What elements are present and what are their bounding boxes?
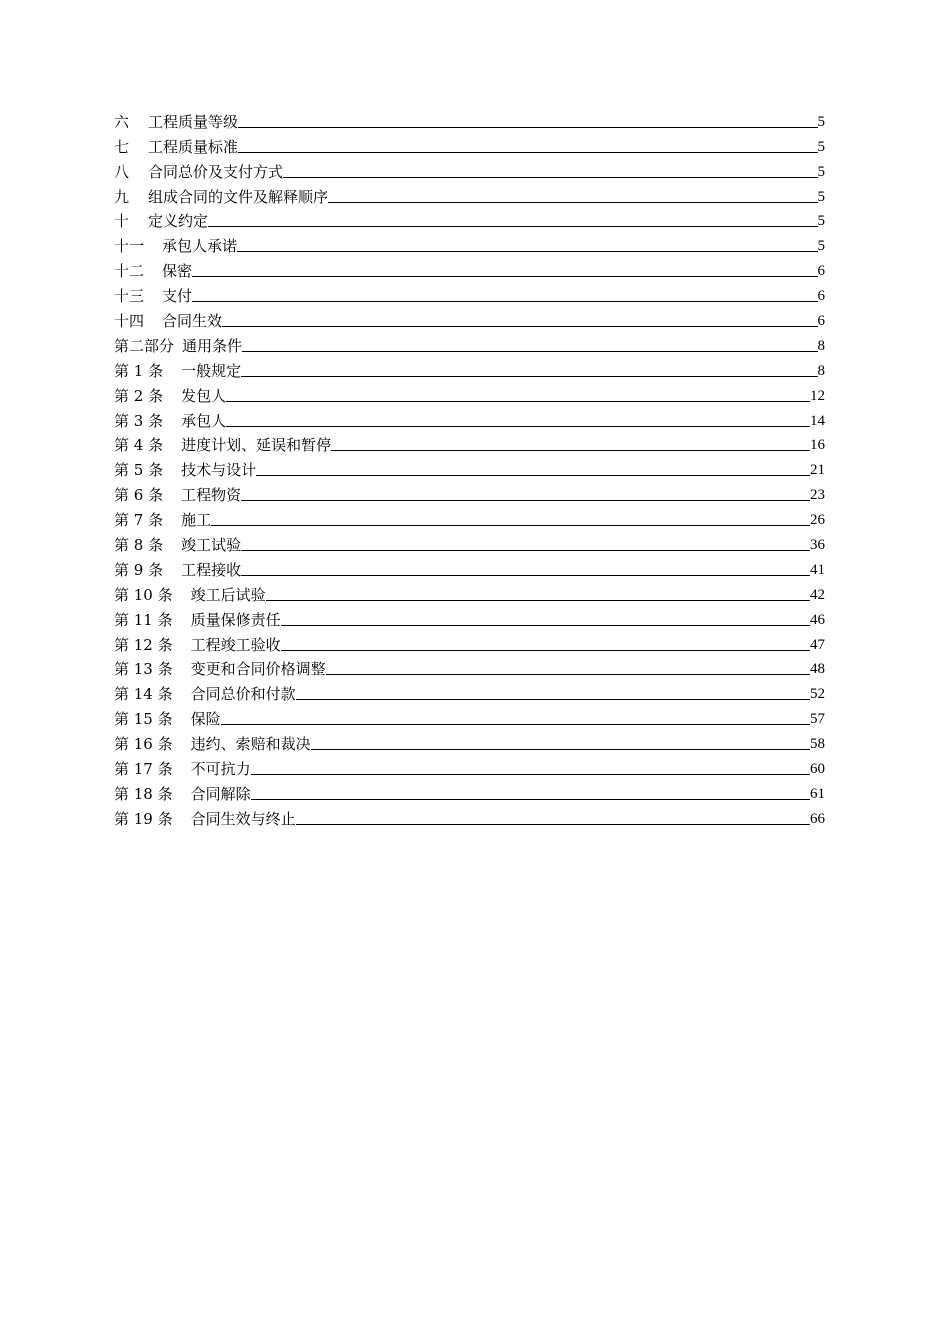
toc-entry-page: 36 <box>810 537 825 554</box>
toc-entry-number: 第 14 条 <box>114 685 173 704</box>
toc-entry-number: 第 6 条 <box>114 486 164 505</box>
toc-entry[interactable] <box>114 803 825 828</box>
toc-entry-number: 第 18 条 <box>114 784 173 803</box>
toc-entry-title: 工程物资 <box>181 486 242 505</box>
toc-leader-line <box>221 724 810 725</box>
toc-entry-number: 第 11 条 <box>114 610 173 629</box>
toc-entry[interactable] <box>114 629 825 654</box>
toc-entry[interactable] <box>114 678 825 703</box>
toc-entry-title: 定义约定 <box>148 212 209 231</box>
toc-leader-line <box>192 301 817 302</box>
toc-entry[interactable] <box>114 181 825 206</box>
toc-entry-title: 保险 <box>190 710 221 729</box>
toc-entry-page: 6 <box>817 263 825 280</box>
toc-entry-page: 61 <box>810 785 825 802</box>
toc-leader-line <box>266 600 810 601</box>
toc-entry[interactable] <box>114 529 825 554</box>
toc-entry[interactable] <box>114 405 825 430</box>
toc-leader-line <box>251 774 810 775</box>
toc-entry-page: 16 <box>810 437 825 454</box>
toc-entry-title: 合同生效 <box>162 312 223 331</box>
toc-entry-page: 6 <box>817 313 825 330</box>
toc-entry-page: 5 <box>817 113 825 130</box>
toc-entry-title: 一般规定 <box>181 361 242 380</box>
toc-entry[interactable] <box>114 430 825 455</box>
toc-entry-number: 第 19 条 <box>114 809 173 828</box>
toc-entry[interactable] <box>114 703 825 728</box>
toc-entry-title: 施工 <box>181 511 212 530</box>
toc-leader-line <box>256 475 810 476</box>
toc-entry-title: 合同生效与终止 <box>190 809 296 828</box>
toc-leader-line <box>241 500 810 501</box>
toc-entry-number: 六 <box>114 112 130 131</box>
toc-entry-title: 竣工试验 <box>181 536 242 555</box>
toc-leader-line <box>311 749 810 750</box>
toc-leader-line <box>208 226 817 227</box>
toc-leader-line <box>238 127 817 128</box>
toc-entry-page: 23 <box>810 487 825 504</box>
toc-leader-line <box>226 401 810 402</box>
toc-leader-line <box>331 450 810 451</box>
toc-entry[interactable] <box>114 255 825 280</box>
toc-entry-number: 第 16 条 <box>114 735 173 754</box>
toc-entry[interactable] <box>114 380 825 405</box>
toc-entry-title: 合同总价和付款 <box>190 685 296 704</box>
toc-entry[interactable] <box>114 206 825 231</box>
toc-entry-page: 14 <box>810 412 825 429</box>
toc-entry-number: 第 8 条 <box>114 536 164 555</box>
toc-leader-line <box>296 699 810 700</box>
toc-entry-title: 工程质量等级 <box>148 112 239 131</box>
toc-leader-line <box>251 799 810 800</box>
toc-leader-line <box>222 326 817 327</box>
toc-leader-line <box>296 824 810 825</box>
toc-entry-title: 承包人 <box>181 411 227 430</box>
toc-leader-line <box>328 202 817 203</box>
toc-leader-line <box>226 426 810 427</box>
toc-entry-page: 5 <box>817 138 825 155</box>
toc-entry[interactable] <box>114 778 825 803</box>
toc-leader-line <box>192 276 817 277</box>
toc-entry-title: 竣工后试验 <box>190 585 266 604</box>
toc-entry-number: 十四 <box>114 312 145 331</box>
toc-entry-page: 8 <box>817 337 825 354</box>
toc-entry-number: 十三 <box>114 287 145 306</box>
toc-entry[interactable] <box>114 131 825 156</box>
toc-entry[interactable] <box>114 753 825 778</box>
toc-entry-number: 十一 <box>114 237 145 256</box>
toc-entry-number: 第 15 条 <box>114 710 173 729</box>
toc-entry[interactable] <box>114 604 825 629</box>
toc-leader-line <box>281 625 810 626</box>
toc-entry-number: 第 5 条 <box>114 461 164 480</box>
toc-leader-line <box>238 152 817 153</box>
toc-leader-line <box>326 674 810 675</box>
toc-entry-number: 第二部分 <box>114 336 175 355</box>
toc-entry-number: 十 <box>114 212 130 231</box>
toc-entry[interactable] <box>114 355 825 380</box>
toc-entry-page: 66 <box>810 810 825 827</box>
toc-entry-page: 5 <box>817 213 825 230</box>
toc-entry[interactable] <box>114 330 825 355</box>
toc-entry-number: 第 13 条 <box>114 660 173 679</box>
toc-entry-number: 八 <box>114 162 130 181</box>
toc-entry-number: 十二 <box>114 262 145 281</box>
table-of-contents <box>114 106 825 828</box>
toc-entry[interactable] <box>114 654 825 679</box>
toc-entry-title: 工程接收 <box>181 560 242 579</box>
toc-entry[interactable] <box>114 554 825 579</box>
toc-leader-line <box>281 650 810 651</box>
toc-entry-page: 57 <box>810 711 825 728</box>
toc-entry-number: 第 9 条 <box>114 560 164 579</box>
toc-leader-line <box>241 575 810 576</box>
toc-entry-page: 47 <box>810 636 825 653</box>
toc-entry[interactable] <box>114 504 825 529</box>
toc-leader-line <box>241 376 817 377</box>
toc-entry-title: 保密 <box>162 262 193 281</box>
toc-entry-number: 七 <box>114 137 130 156</box>
toc-leader-line <box>283 177 817 178</box>
toc-entry-number: 第 1 条 <box>114 361 164 380</box>
toc-entry-title: 承包人承诺 <box>162 237 238 256</box>
toc-entry-title: 支付 <box>162 287 193 306</box>
toc-leader-line <box>237 251 817 252</box>
toc-entry-title: 技术与设计 <box>181 461 257 480</box>
toc-entry-page: 52 <box>810 686 825 703</box>
toc-entry-page: 42 <box>810 586 825 603</box>
toc-entry-title: 工程质量标准 <box>148 137 239 156</box>
toc-entry-number: 第 17 条 <box>114 760 173 779</box>
toc-entry[interactable] <box>114 305 825 330</box>
toc-entry-title: 发包人 <box>181 386 227 405</box>
toc-entry-title: 进度计划、延误和暂停 <box>181 436 332 455</box>
toc-entry-title: 不可抗力 <box>190 760 251 779</box>
toc-entry-page: 60 <box>810 761 825 778</box>
toc-entry-title: 质量保修责任 <box>190 610 281 629</box>
toc-leader-line <box>211 525 810 526</box>
toc-entry[interactable] <box>114 579 825 604</box>
toc-entry-page: 5 <box>817 163 825 180</box>
toc-entry-title: 变更和合同价格调整 <box>190 660 326 679</box>
toc-entry-title: 通用条件 <box>182 336 243 355</box>
toc-leader-line <box>242 351 817 352</box>
toc-entry[interactable] <box>114 728 825 753</box>
toc-entry[interactable] <box>114 230 825 255</box>
toc-entry[interactable] <box>114 454 825 479</box>
toc-entry-page: 21 <box>810 462 825 479</box>
toc-entry-number: 第 7 条 <box>114 511 164 530</box>
toc-entry-page: 46 <box>810 611 825 628</box>
toc-entry-page: 58 <box>810 736 825 753</box>
toc-entry-title: 合同解除 <box>190 784 251 803</box>
toc-entry-page: 41 <box>810 561 825 578</box>
toc-entry-number: 第 4 条 <box>114 436 164 455</box>
toc-entry-number: 第 3 条 <box>114 411 164 430</box>
toc-entry-number: 第 10 条 <box>114 585 173 604</box>
toc-leader-line <box>241 550 810 551</box>
toc-entry-page: 12 <box>810 387 825 404</box>
toc-entry[interactable] <box>114 106 825 131</box>
toc-entry-page: 26 <box>810 512 825 529</box>
toc-entry-number: 九 <box>114 187 130 206</box>
toc-entry-title: 违约、索赔和裁决 <box>190 735 311 754</box>
toc-entry-number: 第 12 条 <box>114 635 173 654</box>
toc-entry-page: 48 <box>810 661 825 678</box>
toc-entry[interactable] <box>114 479 825 504</box>
toc-entry-title: 工程竣工验收 <box>190 635 281 654</box>
toc-entry-number: 第 2 条 <box>114 386 164 405</box>
toc-entry-page: 5 <box>817 238 825 255</box>
toc-entry-title: 合同总价及支付方式 <box>148 162 284 181</box>
toc-entry-page: 6 <box>817 288 825 305</box>
toc-entry[interactable] <box>114 280 825 305</box>
toc-entry[interactable] <box>114 156 825 181</box>
toc-entry-page: 8 <box>817 362 825 379</box>
toc-entry-title: 组成合同的文件及解释顺序 <box>148 187 329 206</box>
toc-entry-page: 5 <box>817 188 825 205</box>
